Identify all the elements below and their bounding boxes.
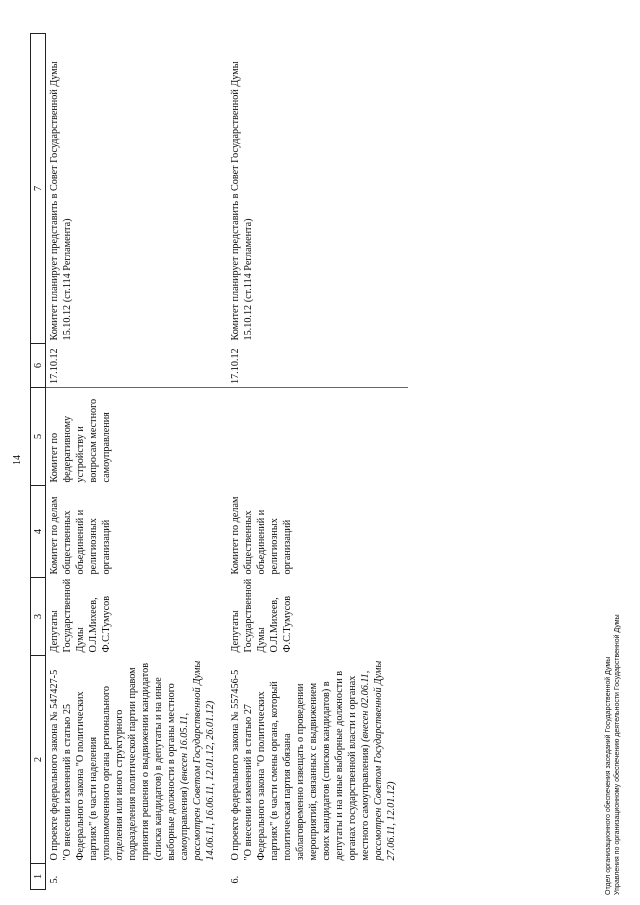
- bill-title-cell: [46, 656, 228, 864]
- table-row: [46, 34, 228, 890]
- row-number: 5.: [49, 875, 60, 884]
- table-row: [227, 34, 408, 890]
- authors-cell: Депутаты Государственной Думы О.Л.Михеев, Ф.С.Тумусов: [49, 578, 112, 653]
- bill-history: (внесен 02.06.11, рассмотрен Советом Государственной Думы 27.06.11, 12.01.12): [360, 660, 397, 861]
- column-header: 6: [31, 344, 46, 388]
- date-cell: 17.10.12: [227, 344, 408, 388]
- bills-table: [30, 33, 408, 890]
- authors-cell: Депутаты Государственной Думы О.Л.Михеев, Ф.С.Тумусов: [230, 578, 293, 653]
- column-header: 4: [31, 486, 46, 578]
- plan-cell: Комитет планирует представить в Совет Государственной Думы 15.10.12 (ст.114 Регламента): [230, 61, 254, 341]
- column-header: 2: [31, 656, 46, 864]
- column-header: 3: [31, 578, 46, 656]
- column-header: 5: [31, 388, 46, 486]
- plan-cell: Комитет планирует представить в Совет Государственной Думы 15.10.12 (ст.114 Регламента): [49, 61, 73, 341]
- row-number: 6.: [230, 875, 241, 884]
- co-executor-committee-cell: [227, 388, 408, 486]
- footer: [604, 614, 622, 895]
- bill-title: О проекте федерального закона № 557456-5 "О внесении изменений в статью 27 Федерального закона "О политических партиях" (в части смены органа, который политическая партия обязана заблаговременно извещать о проведении мероприятий, связанных с выдвижением своих кандидатов (списков кандидатов) в депутаты и на иные выборные должности в органах государственной власти и органах местного самоуправления): [230, 669, 371, 861]
- date-cell: 17.10.12: [46, 344, 228, 388]
- bill-title-cell: [227, 656, 408, 864]
- column-header: 7: [31, 34, 46, 344]
- responsible-committee-cell: Комитет по делам общественных объединений и религиозных организаций: [49, 496, 112, 575]
- responsible-committee-cell: Комитет по делам общественных объединений и религиозных организаций: [230, 496, 293, 575]
- bill-title: О проекте федерального закона № 547427-5 "О внесении изменений в статью 25 Федерального закона "О политических партиях" (в части наделения уполномоченного органа регионального отделения или иного структурного подразделения политической партии правом принятия решения о выдвижении кандидатов (списка кандидатов) в депутаты и на иные выборные должности в органы местного самоуправления): [49, 662, 190, 861]
- footer-line: Управления по организационному обеспечению деятельности Государственной Думы: [614, 614, 621, 895]
- column-number-row: [31, 34, 46, 890]
- footer-line: Отдел организационного обеспечения заседаний Государственной Думы: [605, 656, 612, 895]
- co-executor-committee-cell: Комитет по федеративному устройству и вопросам местного самоуправления: [49, 398, 112, 483]
- page-number: 14: [12, 455, 23, 465]
- bill-history: (внесен 16.05.11, рассмотрен Советом Государственной Думы 14.06.11, 16.06.11, 12.01.12, 26.01.12): [179, 660, 216, 861]
- column-header: 1: [31, 864, 46, 890]
